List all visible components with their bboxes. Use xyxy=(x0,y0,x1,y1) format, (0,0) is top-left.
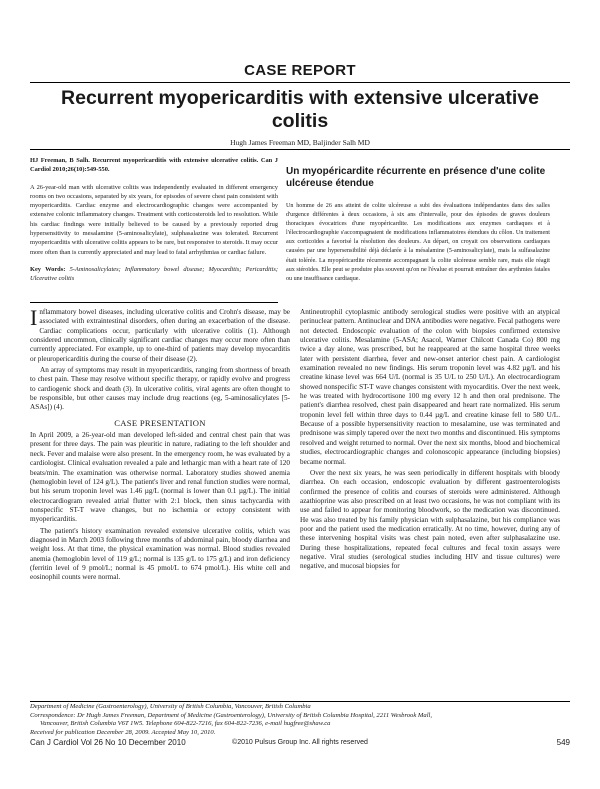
footnote-address: Vancouver, British Columbia V6T 1W5. Telephone 604-822-7216, fax 604-822-7236, e-mail hugfree@shaw.ca xyxy=(40,720,331,728)
copyright: ©2010 Pulsus Group Inc. All rights reserved xyxy=(232,739,368,746)
abstract-citation xyxy=(30,156,278,175)
footnote-rule xyxy=(30,701,570,702)
drop-cap: I xyxy=(30,305,38,330)
footnote-received: Received for publication December 28, 2009. Accepted May 10, 2010. xyxy=(30,728,216,736)
abstract-english xyxy=(30,156,278,292)
case-presentation-heading: CASE PRESENTATION xyxy=(114,417,206,428)
right-paragraph-2: Over the next six years, he was seen periodically in different hospitals with bloody diarrhea. On each occasion, endoscopic evaluation by different gastroenterologists confirmed the presence of colitis and courses of steroids were administered. Although azathioprine was also prescribed on at least two occasions, he was not compliant with its use and failed to appear for monitoring bloodwork, so the medication was discontinued. He was also treated by his family physician with sulphasalazine, but his compliance was poor and the patient used the medication erratically. At no time, however, during any of these intervening hospital visits was chest pain noted, even after sulphasalazine use. During these hospitalizations, repeated fecal cultures and fecal toxin assays were negative. Viral studies (serological studies including HIV and tissue cultures) were negative, and mucosal biopsies for xyxy=(300,468,560,571)
journal-citation: Can J Cardiol Vol 26 No 10 December 2010 xyxy=(30,738,186,747)
intro-text-1: nflammatory bowel diseases, including ulcerative colitis and Crohn's disease, may be associated with extraintestinal disorders, often during an exacerbation of the disease. Cardiac complications occur, particularly with ulcerative colitis (1). Although considered uncommon, clinically significant cardiac changes may occur more often than currently appreciated. For example, up to one-third of patients may develop myocarditis or pleuropericarditis during the course of their disease (2). xyxy=(30,308,290,363)
french-title: Un myopéricardite récurrente en présence d'une colite ulcéreuse étendue xyxy=(286,166,546,189)
footnote-correspondence: Correspondence: Dr Hugh James Freeman, Department of Medicine (Gastroenterology), University of British Columbia Hospital, 2211 Wesbrook Mall, xyxy=(30,711,433,719)
intro-paragraph-1 xyxy=(30,305,290,364)
body-column-left xyxy=(30,305,290,585)
french-body: Un homme de 26 ans atteint de colite ulcéreuse a subi des évaluations indépendantes dans des salles d'urgence différentes à deux occasions, à six ans d'intervalle, pour des épisodes de graves douleurs thoraciques évocatrices d'une myopéricardite. Les modifications aux enzymes cardiaques et à l'électrocardiographie s'accompagnaient de modifications inflammatoires étendues du côlon. Un traitement aux corticoïdes a favorisé la résolution des douleurs. Au départ, on croyait ces observations cardiaques causées par une hypersensibilité déjà déclarée à la mésalamine (5-aminosalicylate), mais la sulfasalazine était tolérée. La myopéricardite récurrente accompagnant la colite ulcéreuse semble rare, mais elle réagit aux stéroïdes. Elle peut se produire plus souvent qu'on ne l'évalue et pourrait entraîner des arythmies fatales ou une insuffisance cardiaque. xyxy=(286,203,550,282)
header-rule xyxy=(30,82,570,83)
case-paragraph-1: In April 2009, a 26-year-old man developed left-sided and central chest pain that was present for three days. The pain was pleuritic in nature, radiating to the left shoulder and neck. Fever and malaise were also present. In the emergency room, he was evaluated by a cardiologist. Clinical evaluation revealed a pale and lethargic man with a heart rate of 120 beats/min. The examination was otherwise normal. Laboratory studies showed anemia (hemoglobin level of 124 g/L). The patient's liver and renal function studies were normal, but his serum troponin level was 1.46 µg/L (normal is lower than 0.1 µg/L). The initial electrocardiogram revealed atrial flutter with 2:1 block, then sinus tachycardia with nonspecific ST-T wave changes, but no ischemia or ectopy consistent with myopericarditis. xyxy=(30,431,290,524)
case-paragraph-2: The patient's history examination revealed extensive ulcerative colitis, which was diagnosed in March 2003 following three months of abdominal pain, bloody diarrhea and weight loss. At that time, the physical examination was normal. Blood studies revealed anemia (hemoglobin level of 119 g/L; normal is 135 g/L to 175 g/L) and iron deficiency (ferritin level of 9 pmol/L; normal is 45 pmol/L to 674 pmol/L). His white cell and eosinophil counts were normal. xyxy=(30,526,290,582)
section-label: CASE REPORT xyxy=(244,62,356,79)
article-title: Recurrent myopericarditis with extensive ulcerative colitis xyxy=(61,87,539,132)
page-number: 549 xyxy=(556,738,570,747)
footnote-affiliation: Department of Medicine (Gastroenterology), University of British Columbia, Vancouver, British Columbia xyxy=(30,703,311,710)
title-rule xyxy=(30,149,570,150)
body-column-right xyxy=(300,308,560,574)
keywords-rule xyxy=(30,302,278,303)
intro-paragraph-2: An array of symptoms may result in myopericarditis, ranging from shortness of breath to chest pain. These may resolve without specific therapy, or rapidly evolve and progress to cardiogenic shock and death (3). In ulcerative colitis, viral agents are often thought to be responsible, but other causes may include drug reactions (eg, 5-aminosalicylates [5-ASAs]) (4). xyxy=(30,366,290,412)
right-paragraph-1: Antineutrophil cytoplasmic antibody serological studies were positive with an atypical perinuclear pattern. Antinuclear and DNA antibodies were negative. Fecal pathogens were not detected. Endoscopic evaluation of the colon with biopsies confirmed extensive ulcerative colitis. Mesalamine (5-ASA; Asacol, Warner Chilcott Canada Co) 800 mg twice a day alone, was prescribed, but he reappeared at the same hospital three weeks later with persistent diarrhea, fever and new-onset anterior chest pain. A cardiologist examination revealed no new findings. His serum troponin level was 4.82 µg/L and his creatine kinase level was 664 U/L (normal is 35 U/L to 250 U/L). An electrocardiogram showed nonspecific ST-T wave changes consistent with myocarditis. Over the next week, he was treated with hydrocortisone 100 mg every 12 h and then oral prednisone. The patient's diarrhea resolved, chest pain disappeared and heart rate normalized. His serum troponin level fell within three days to 0.44 µg/L and creatine kinase fell to 580 U/L. Because of a possible hypersensitivity reaction to mesalamine, use was terminated and prednisone was simply tapered over the next two months and discontinued. His symptoms resolved and weight returned to normal. Over the next six months, blood and biochemical studies, electrocardiographic changes and colonoscopic appearance (including biopsies) became normal. xyxy=(300,308,560,466)
keywords-label: Key Words: xyxy=(30,265,66,273)
citation-text: HJ Freeman, B Salh. Recurrent myopericarditis with extensive ulcerative colitis. Can J Cardiol 2010;26(10):549-550. xyxy=(30,157,278,174)
authors: Hugh James Freeman MD, Baljinder Salh MD xyxy=(230,138,370,147)
abstract-french xyxy=(286,166,550,284)
abstract-body: A 26-year-old man with ulcerative colitis was independently evaluated in different emergency rooms on two occasions, separated by six years, for episodes of severe chest pain consistent with myopericarditis. Cardiac enzyme and electrocardiographic changes were accompanied by extensive colonic inflammatory changes. Treatment with corticosteroids led to resolution. While his cardiac findings were initially believed to be caused by a previously reported drug hypersensitivity to mesalamine (5-aminosalicylate), sulphasalazine was tolerated. Recurrent myopericarditis with ulcerative colitis appears to be rare, but responsive to steroids. It may occur more often than is currently appreciated and may lead to fatal arrhythmias or cardiac failure. xyxy=(30,183,278,256)
footnotes xyxy=(30,703,570,737)
keywords-text: 5-Aminosalicylates; Inflammatory bowel disease; Myocarditis; Pericarditis; Ulcerative colitis xyxy=(30,265,278,283)
keywords xyxy=(30,265,278,284)
